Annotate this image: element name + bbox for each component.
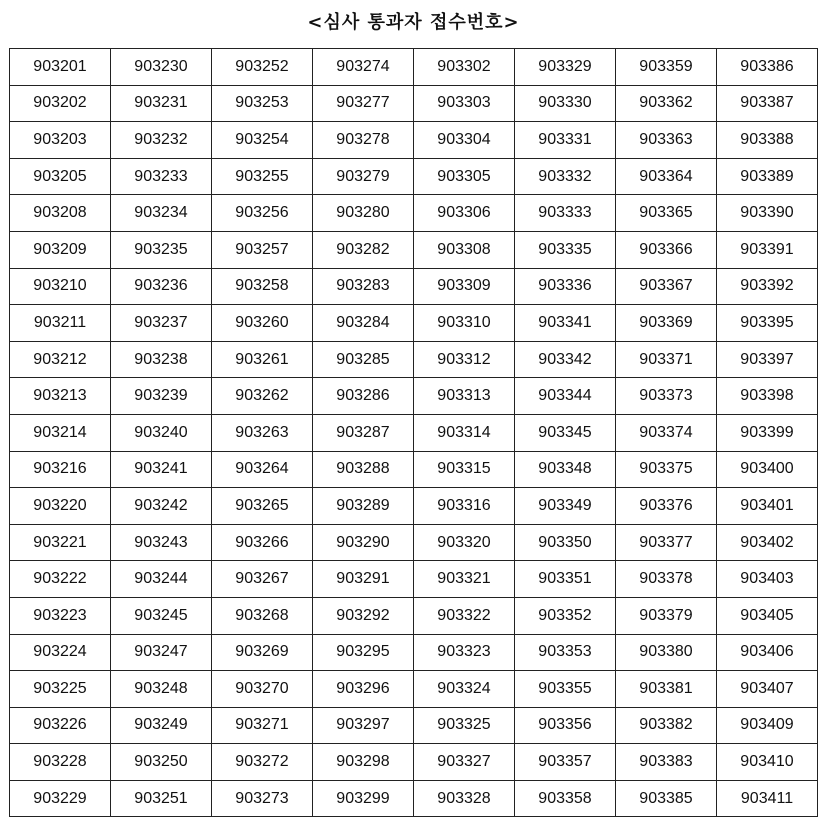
table-cell: 903201: [10, 49, 111, 86]
table-cell: 903272: [212, 744, 313, 781]
table-cell: 903268: [212, 597, 313, 634]
table-cell: 903366: [616, 231, 717, 268]
table-cell: 903231: [111, 85, 212, 122]
table-cell: 903407: [717, 671, 818, 708]
table-cell: 903287: [313, 414, 414, 451]
table-cell: 903236: [111, 268, 212, 305]
table-cell: 903388: [717, 122, 818, 159]
table-cell: 903260: [212, 305, 313, 342]
table-cell: 903220: [10, 488, 111, 525]
table-row: [10, 634, 818, 671]
table-cell: 903356: [515, 707, 616, 744]
table-row: [10, 561, 818, 598]
table-cell: 903247: [111, 634, 212, 671]
table-cell: 903271: [212, 707, 313, 744]
table-cell: 903364: [616, 158, 717, 195]
table-cell: 903325: [414, 707, 515, 744]
table-cell: 903348: [515, 451, 616, 488]
table-cell: 903299: [313, 780, 414, 817]
table-cell: 903323: [414, 634, 515, 671]
table-cell: 903336: [515, 268, 616, 305]
table-cell: 903222: [10, 561, 111, 598]
table-cell: 903208: [10, 195, 111, 232]
table-row: [10, 122, 818, 159]
table-cell: 903350: [515, 524, 616, 561]
table-cell: 903216: [10, 451, 111, 488]
table-row: [10, 414, 818, 451]
table-cell: 903345: [515, 414, 616, 451]
table-row: [10, 488, 818, 525]
table-cell: 903267: [212, 561, 313, 598]
table-cell: 903321: [414, 561, 515, 598]
table-cell: 903270: [212, 671, 313, 708]
table-cell: 903284: [313, 305, 414, 342]
table-cell: 903255: [212, 158, 313, 195]
table-cell: 903376: [616, 488, 717, 525]
table-cell: 903371: [616, 341, 717, 378]
table-row: [10, 341, 818, 378]
table-cell: 903312: [414, 341, 515, 378]
table-cell: 903363: [616, 122, 717, 159]
table-cell: 903349: [515, 488, 616, 525]
table-cell: 903405: [717, 597, 818, 634]
table-cell: 903310: [414, 305, 515, 342]
table-cell: 903205: [10, 158, 111, 195]
table-cell: 903288: [313, 451, 414, 488]
table-cell: 903331: [515, 122, 616, 159]
table-cell: 903341: [515, 305, 616, 342]
table-row: [10, 305, 818, 342]
table-cell: 903263: [212, 414, 313, 451]
table-cell: 903386: [717, 49, 818, 86]
table-cell: 903269: [212, 634, 313, 671]
table-cell: 903392: [717, 268, 818, 305]
table-cell: 903322: [414, 597, 515, 634]
table-cell: 903399: [717, 414, 818, 451]
table-cell: 903359: [616, 49, 717, 86]
table-cell: 903308: [414, 231, 515, 268]
table-cell: 903389: [717, 158, 818, 195]
table-cell: 903245: [111, 597, 212, 634]
table-cell: 903256: [212, 195, 313, 232]
table-row: [10, 158, 818, 195]
table-cell: 903411: [717, 780, 818, 817]
table-cell: 903291: [313, 561, 414, 598]
table-cell: 903314: [414, 414, 515, 451]
table-row: [10, 49, 818, 86]
table-cell: 903315: [414, 451, 515, 488]
table-cell: 903226: [10, 707, 111, 744]
table-cell: 903381: [616, 671, 717, 708]
table-cell: 903387: [717, 85, 818, 122]
table-cell: 903304: [414, 122, 515, 159]
table-cell: 903335: [515, 231, 616, 268]
table-cell: 903266: [212, 524, 313, 561]
table-cell: 903352: [515, 597, 616, 634]
table-cell: 903228: [10, 744, 111, 781]
table-cell: 903296: [313, 671, 414, 708]
table-cell: 903223: [10, 597, 111, 634]
table-cell: 903214: [10, 414, 111, 451]
table-cell: 903375: [616, 451, 717, 488]
table-row: [10, 780, 818, 817]
table-cell: 903377: [616, 524, 717, 561]
table-cell: 903248: [111, 671, 212, 708]
table-row: [10, 85, 818, 122]
table-cell: 903235: [111, 231, 212, 268]
table-cell: 903292: [313, 597, 414, 634]
table-cell: 903353: [515, 634, 616, 671]
applicant-number-table: [9, 48, 818, 817]
table-cell: 903365: [616, 195, 717, 232]
table-cell: 903209: [10, 231, 111, 268]
table-row: [10, 451, 818, 488]
table-cell: 903410: [717, 744, 818, 781]
table-cell: 903244: [111, 561, 212, 598]
table-cell: 903328: [414, 780, 515, 817]
table-cell: 903252: [212, 49, 313, 86]
table-cell: 903290: [313, 524, 414, 561]
table-cell: 903383: [616, 744, 717, 781]
table-cell: 903278: [313, 122, 414, 159]
table-cell: 903213: [10, 378, 111, 415]
table-cell: 903362: [616, 85, 717, 122]
table-cell: 903373: [616, 378, 717, 415]
table-cell: 903202: [10, 85, 111, 122]
table-cell: 903342: [515, 341, 616, 378]
table-cell: 903238: [111, 341, 212, 378]
table-cell: 903212: [10, 341, 111, 378]
table-cell: 903397: [717, 341, 818, 378]
table-cell: 903390: [717, 195, 818, 232]
table-cell: 903316: [414, 488, 515, 525]
table-cell: 903258: [212, 268, 313, 305]
table-cell: 903274: [313, 49, 414, 86]
table-cell: 903367: [616, 268, 717, 305]
table-cell: 903403: [717, 561, 818, 598]
table-cell: 903283: [313, 268, 414, 305]
table-cell: 903306: [414, 195, 515, 232]
table-cell: 903233: [111, 158, 212, 195]
table-cell: 903332: [515, 158, 616, 195]
table-cell: 903355: [515, 671, 616, 708]
table-cell: 903313: [414, 378, 515, 415]
table-row: [10, 378, 818, 415]
table-cell: 903297: [313, 707, 414, 744]
table-row: [10, 671, 818, 708]
table-row: [10, 524, 818, 561]
table-cell: 903398: [717, 378, 818, 415]
table-cell: 903401: [717, 488, 818, 525]
table-cell: 903257: [212, 231, 313, 268]
table-cell: 903250: [111, 744, 212, 781]
table-cell: 903391: [717, 231, 818, 268]
table-cell: 903242: [111, 488, 212, 525]
table-cell: 903329: [515, 49, 616, 86]
table-cell: 903395: [717, 305, 818, 342]
table-cell: 903333: [515, 195, 616, 232]
table-cell: 903406: [717, 634, 818, 671]
table-cell: 903261: [212, 341, 313, 378]
table-row: [10, 744, 818, 781]
table-cell: 903279: [313, 158, 414, 195]
table-cell: 903289: [313, 488, 414, 525]
table-row: [10, 195, 818, 232]
table-cell: 903305: [414, 158, 515, 195]
table-cell: 903239: [111, 378, 212, 415]
table-cell: 903240: [111, 414, 212, 451]
table-cell: 903309: [414, 268, 515, 305]
table-cell: 903400: [717, 451, 818, 488]
table-cell: 903249: [111, 707, 212, 744]
table-cell: 903382: [616, 707, 717, 744]
table-cell: 903211: [10, 305, 111, 342]
table-cell: 903327: [414, 744, 515, 781]
table-cell: 903243: [111, 524, 212, 561]
table-cell: 903385: [616, 780, 717, 817]
table-cell: 903378: [616, 561, 717, 598]
table-row: [10, 231, 818, 268]
table-cell: 903234: [111, 195, 212, 232]
table-cell: 903295: [313, 634, 414, 671]
table-cell: 903203: [10, 122, 111, 159]
table-cell: 903409: [717, 707, 818, 744]
table-cell: 903225: [10, 671, 111, 708]
table-cell: 903210: [10, 268, 111, 305]
table-cell: 903241: [111, 451, 212, 488]
table-cell: 903369: [616, 305, 717, 342]
table-cell: 903320: [414, 524, 515, 561]
table-cell: 903230: [111, 49, 212, 86]
table-cell: 903402: [717, 524, 818, 561]
table-cell: 903273: [212, 780, 313, 817]
table-cell: 903221: [10, 524, 111, 561]
table-cell: 903330: [515, 85, 616, 122]
table-cell: 903324: [414, 671, 515, 708]
table-cell: 903285: [313, 341, 414, 378]
table-cell: 903303: [414, 85, 515, 122]
table-cell: 903253: [212, 85, 313, 122]
table-cell: 903251: [111, 780, 212, 817]
table-cell: 903344: [515, 378, 616, 415]
table-body: [10, 49, 818, 817]
table-cell: 903379: [616, 597, 717, 634]
table-row: [10, 597, 818, 634]
table-cell: 903358: [515, 780, 616, 817]
table-cell: 903265: [212, 488, 313, 525]
table-cell: 903302: [414, 49, 515, 86]
table-cell: 903232: [111, 122, 212, 159]
table-cell: 903286: [313, 378, 414, 415]
page-title: <심사 통과자 접수번호>: [307, 12, 520, 33]
table-cell: 903237: [111, 305, 212, 342]
table-cell: 903229: [10, 780, 111, 817]
table-cell: 903280: [313, 195, 414, 232]
table-cell: 903374: [616, 414, 717, 451]
table-cell: 903254: [212, 122, 313, 159]
table-cell: 903277: [313, 85, 414, 122]
table-row: [10, 268, 818, 305]
table-cell: 903262: [212, 378, 313, 415]
table-cell: 903351: [515, 561, 616, 598]
table-cell: 903380: [616, 634, 717, 671]
table-cell: 903264: [212, 451, 313, 488]
table-cell: 903298: [313, 744, 414, 781]
table-cell: 903224: [10, 634, 111, 671]
table-cell: 903357: [515, 744, 616, 781]
table-cell: 903282: [313, 231, 414, 268]
table-row: [10, 707, 818, 744]
